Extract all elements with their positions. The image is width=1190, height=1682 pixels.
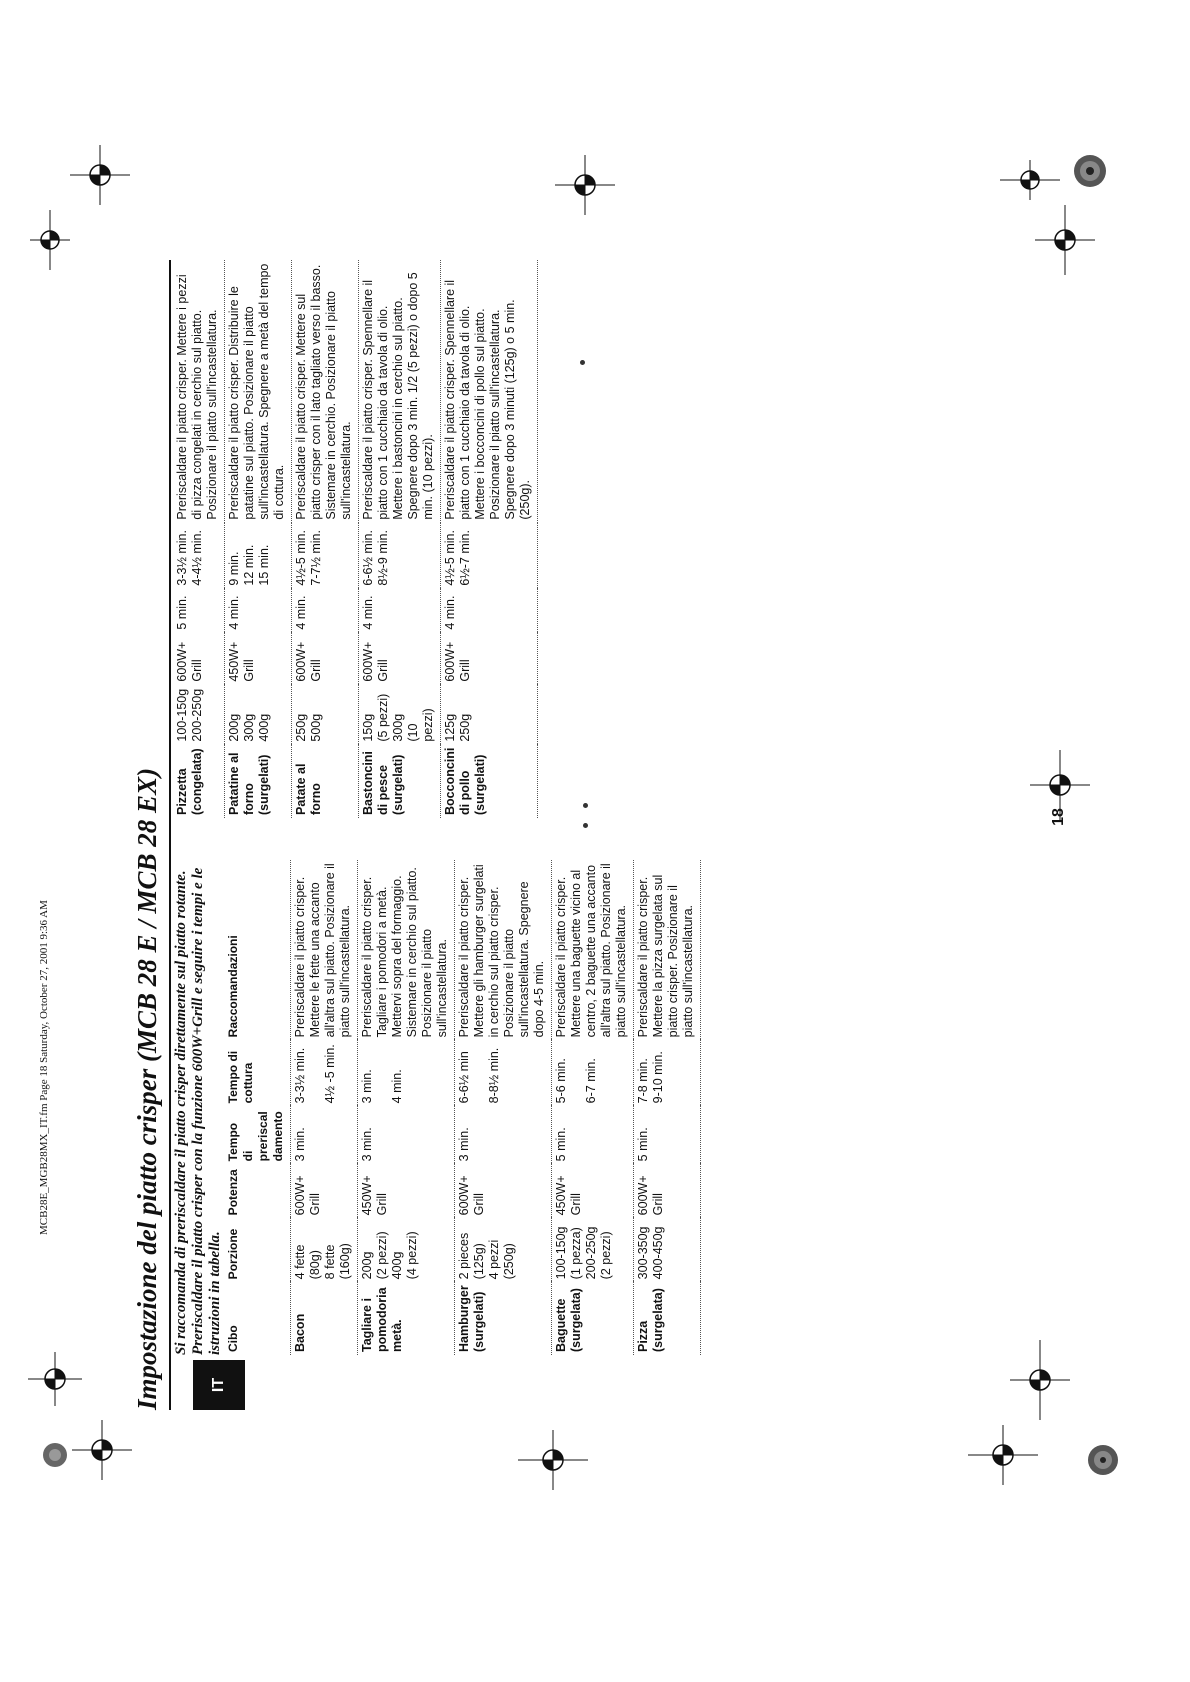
cell-preheat: 4 min.	[441, 589, 538, 633]
registration-mark-icon	[1010, 1340, 1070, 1420]
registration-mark-icon	[72, 1420, 132, 1480]
cell-preheat: 4 min.	[359, 589, 441, 633]
cell-preheat: 4 min.	[225, 589, 292, 633]
cell-food: Pizza (surgelata)	[634, 1282, 701, 1355]
content-frame	[125, 260, 960, 1410]
registration-mark-icon	[555, 155, 615, 215]
file-header: MCB28E_MGB28MX_IT.fm Page 18 Saturday, October 27, 2001 9:36 AM	[38, 900, 50, 1235]
cell-food: Tagliare i pomodoria metà.	[358, 1282, 455, 1355]
cell-preheat: 3 min.	[291, 1106, 358, 1164]
cell-advice: Preriscaldare il piatto crisper. Spennellare il piatto con 1 cucchiaio da tavola di olio. Mettere i bastoncini in cerchio sul piatto. Spegnere dopo 3 min. 1/2 (5 pezzi) o dopo 5 min. (10 pezzi).	[359, 260, 441, 523]
cell-cook: 6-6½ min. 8½-9 min.	[359, 523, 441, 589]
registration-mark-icon	[1085, 1440, 1121, 1480]
crisper-table-right	[173, 260, 538, 818]
cell-portion: 300-350g 400-450g	[634, 1218, 701, 1282]
cell-food: Pizzetta (congelata)	[175, 748, 204, 815]
cell-cook: 6-6½ min 8-8½ min.	[455, 1040, 552, 1106]
cell-advice: Preriscaldare il piatto crisper. Spennellare il piatto con 1 cucchiaio da tavola di olio. Mettere i bocconcini di pollo sul piatto. Posizionare il piatto sull'incastellatura. Spegnere dopo 3 minuti (125g) o 5 min. (250g).	[441, 260, 538, 523]
cell-cook: 5-6 min. 6-7 min.	[552, 1040, 634, 1106]
table-row	[441, 260, 538, 818]
crisper-table-left	[224, 860, 701, 1355]
registration-mark-icon	[518, 1430, 588, 1490]
col-header-preheat: Tempo di preriscal damento	[226, 1111, 285, 1162]
language-tab: IT	[193, 1360, 245, 1410]
cell-advice: Preriscaldare il piatto crisper. Mettere i pezzi di pizza congelati in cerchio sul piatto. Posizionare il piatto sull'incastellatura.	[175, 274, 219, 520]
col-header-food: Cibo	[226, 1325, 240, 1352]
cell-power: 600W+ Grill	[441, 633, 538, 685]
cell-portion: 2 pieces (125g) 4 pezzi (250g)	[455, 1218, 552, 1282]
cell-power: 600W+ Grill	[292, 633, 359, 685]
cell-cook: 9 min. 12 min. 15 min.	[225, 523, 292, 589]
page-number: 18	[1049, 808, 1067, 826]
cell-power: 450W+ Grill	[358, 1164, 455, 1218]
cell-power: 600W+ Grill	[455, 1164, 552, 1218]
cell-portion: 125g 250g	[441, 685, 538, 745]
registration-mark-icon	[40, 1440, 70, 1470]
cell-power: 450W+ Grill	[225, 633, 292, 685]
cell-preheat: 5 min.	[175, 595, 189, 630]
cell-portion: 150g (5 pezzi) 300g (10 pezzi)	[359, 685, 441, 745]
registration-mark-icon	[1070, 148, 1110, 194]
cell-food: Patate al forno	[292, 745, 359, 818]
cell-food: Bocconcini di pollo (surgelati)	[441, 745, 538, 818]
table-row	[292, 260, 359, 818]
cell-cook: 4½-5 min. 6½-7 min.	[441, 523, 538, 589]
cell-power: 600W+ Grill	[359, 633, 441, 685]
cell-advice: Preriscaldare il piatto crisper. Mettere sul piatto crisper con il lato tagliato verso il basso. Sistemare in cerchio. Posizionare il piatto sull'incastellatura.	[292, 260, 359, 523]
cell-advice: Preriscaldare il piatto crisper. Mettere gli hamburger surgelati in cerchio sul piatto crisper. Posizionare il piatto sull'incastellatura. Spegnere dopo 4-5 min.	[455, 860, 552, 1040]
cell-advice: Preriscaldare il piatto crisper. Distribuire le patatine sul piatto. Posizionare il piatto sull'incastellatura. Spegnere a metà del tempo di cottura.	[225, 260, 292, 523]
table-row	[552, 860, 634, 1355]
cell-preheat: 3 min.	[358, 1106, 455, 1164]
table-row	[634, 860, 701, 1355]
cell-food: Baguette (surgelata)	[552, 1282, 634, 1355]
cell-preheat: 5 min.	[552, 1106, 634, 1164]
cell-cook: 3-3½ min. 4½ -5 min.	[291, 1040, 358, 1106]
table-row	[225, 260, 292, 818]
intro-paragraph: Si raccomanda di preriscaldare il piatto crisper direttamente sul piatto rotante. Preriscaldare il piatto crisper con la funzione 600W+Grill e seguire i tempi e le istruzioni in tabella.	[173, 867, 223, 1355]
cell-portion: 200g (2 pezzi) 400g (4 pezzi)	[358, 1218, 455, 1282]
cell-power: 450W+ Grill	[552, 1164, 634, 1218]
cell-food: Patatine al forno (surgelati)	[225, 745, 292, 818]
cell-advice: Preriscaldare il piatto crisper. Mettere una baguette vicino al centro, 2 baguette una accanto all'altra sul piatto. Posizionare il piatto sull'incastellatura.	[552, 860, 634, 1040]
col-header-portion: Porzione	[226, 1228, 240, 1280]
registration-mark-icon	[968, 1425, 1038, 1485]
table-row	[359, 260, 441, 818]
cell-portion: 100-150g (1 pezza) 200-250g (2 pezzi)	[552, 1218, 634, 1282]
registration-mark-icon	[30, 210, 70, 270]
cell-portion: 100-150g 200-250g	[175, 688, 204, 742]
cell-advice: Preriscaldare il piatto crisper. Mettere le fette una accanto all'altra sul piatto. Posizionare il piatto sull'incastellatura.	[291, 860, 358, 1040]
cell-portion: 250g 500g	[292, 685, 359, 745]
cell-power: 600W+ Grill	[291, 1164, 358, 1218]
cell-food: Hamburger (surgelati)	[455, 1282, 552, 1355]
cell-portion: 4 fette (80g) 8 fette (160g)	[291, 1218, 358, 1282]
page-title: Impostazione del piatto crisper (MCB 28 E / MCB 28 EX)	[125, 260, 171, 1410]
registration-mark-icon	[1035, 205, 1095, 275]
cell-food: Bacon	[291, 1282, 358, 1355]
table-row	[291, 860, 358, 1355]
cell-power: 600W+ Grill	[634, 1164, 701, 1218]
cell-cook: 3 min. 4 min.	[358, 1040, 455, 1106]
cell-food: Bastoncini di pesce (surgelati)	[359, 745, 441, 818]
table-row	[455, 860, 552, 1355]
cell-preheat: 4 min.	[292, 589, 359, 633]
registration-mark-icon	[70, 145, 130, 205]
col-header-cook: Tempo di cottura	[226, 1050, 255, 1104]
cell-cook: 3-3½ min. 4-4½ min.	[175, 530, 204, 586]
col-header-advice: Raccomandazioni	[226, 935, 240, 1038]
cell-advice: Preriscaldare il piatto crisper. Mettere la pizza surgelata sul piatto crisper. Posizionare il piatto sull'incastellatura.	[634, 860, 701, 1040]
cell-advice: Preriscaldare il piatto crisper. Tagliare i pomodori a metà. Mettervi sopra del formaggio. Sistemare in cerchio sul piatto. Posizionare il piatto sull'incastellatura.	[358, 860, 455, 1040]
cell-preheat: 5 min.	[634, 1106, 701, 1164]
table-row	[173, 260, 225, 818]
cell-cook: 4½-5 min. 7-7½ min.	[292, 523, 359, 589]
cell-power: 600W+ Grill	[175, 641, 204, 682]
cell-cook: 7-8 min. 9-10 min.	[634, 1040, 701, 1106]
table-row	[358, 860, 455, 1355]
cell-preheat: 3 min.	[455, 1106, 552, 1164]
registration-mark-icon	[28, 1352, 82, 1406]
col-header-power: Potenza	[226, 1169, 240, 1216]
registration-mark-icon	[1000, 160, 1060, 200]
cell-portion: 200g 300g 400g	[225, 685, 292, 745]
